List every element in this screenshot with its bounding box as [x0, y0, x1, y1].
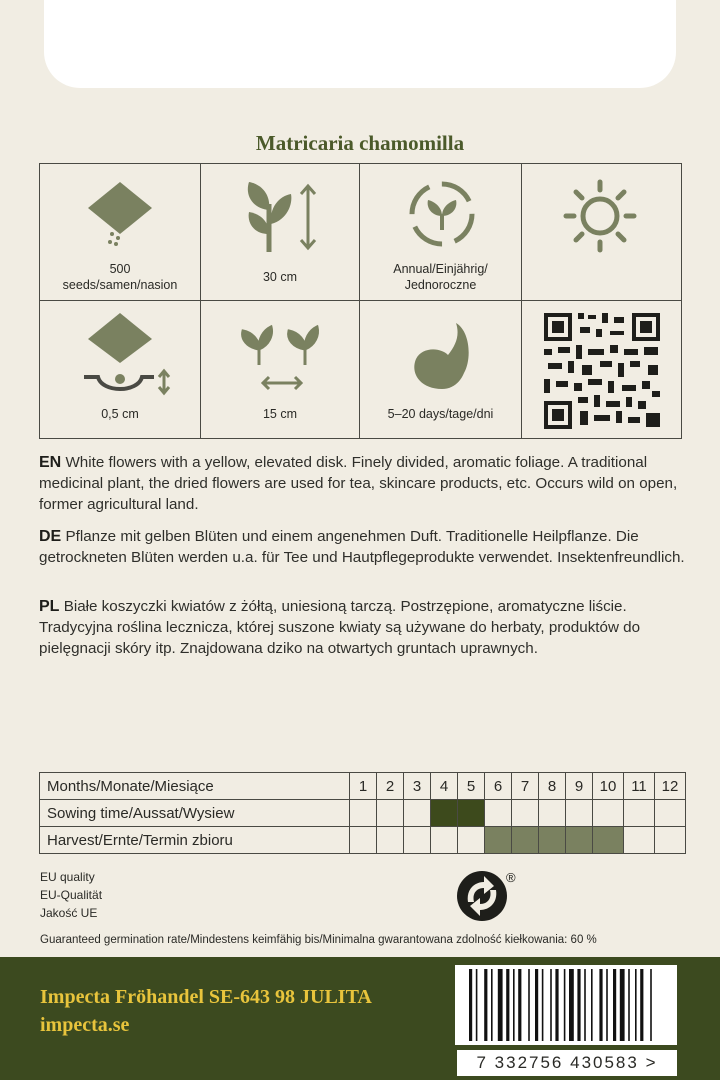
eu-quality-pl: Jakość UE [40, 906, 98, 920]
sowing-cell [539, 800, 566, 827]
month-2: 2 [377, 773, 404, 800]
month-7: 7 [512, 773, 539, 800]
sowing-cell [431, 800, 458, 827]
sowing-label: Sowing time/Aussat/Wysiew [40, 800, 350, 827]
harvest-cell [485, 827, 512, 854]
depth-cell [40, 301, 201, 439]
sun-cell [522, 164, 682, 301]
eu-quality-de: EU-Qualität [40, 888, 103, 902]
harvest-cell [458, 827, 485, 854]
seeds-cell [40, 164, 201, 301]
registered-mark: ® [506, 870, 516, 885]
sowing-cell [655, 800, 686, 827]
company-website[interactable]: impecta.se [40, 1014, 130, 1036]
spacing-label: 15 cm [262, 407, 298, 421]
description-en [39, 452, 689, 515]
month-12: 12 [655, 773, 686, 800]
sowing-cell [566, 800, 593, 827]
barcode-bar [613, 969, 616, 1041]
sowing-calendar [39, 772, 686, 854]
sowing-cell [512, 800, 539, 827]
icon-grid [39, 163, 682, 439]
barcode-bar [518, 969, 521, 1041]
barcode-bar [498, 969, 503, 1041]
lang-code-de: DE [39, 528, 62, 545]
month-10: 10 [593, 773, 624, 800]
calendar-months-row [40, 773, 686, 800]
barcode-bar [513, 969, 515, 1041]
lang-code-en: EN [39, 454, 62, 471]
barcode-bar [491, 969, 493, 1041]
barcode-bar [569, 969, 574, 1041]
calendar-sowing-row [40, 800, 686, 827]
barcode-bar [476, 969, 478, 1041]
barcode-bar [577, 969, 580, 1041]
description-pl-text: Białe koszyczki kwiatów z żółtą, uniesioną tarczą. Postrzępione, aromatyczne liście. Tradycyjna roślina lecznicza, której suszone kwiaty są używane do herbaty, produktów do pielęgnacji skóry itp. Znajdowana dziko na otwartych gruntach uprawnych. [39, 598, 641, 657]
barcode-bar [542, 969, 544, 1041]
harvest-cell [404, 827, 431, 854]
harvest-cell [512, 827, 539, 854]
sowing-cell [593, 800, 624, 827]
full-sun-icon [522, 164, 682, 301]
month-5: 5 [458, 773, 485, 800]
depth-label: 0,5 cm [101, 407, 139, 421]
month-4: 4 [431, 773, 458, 800]
cycle-cell [360, 164, 522, 301]
month-1: 1 [350, 773, 377, 800]
description-de [39, 526, 689, 568]
month-9: 9 [566, 773, 593, 800]
harvest-cell [566, 827, 593, 854]
barcode-bar [606, 969, 608, 1041]
sowing-cell [377, 800, 404, 827]
eu-quality [40, 868, 102, 922]
cycle-label: Annual/Einjährig/ Jednoroczne [393, 262, 488, 292]
sowing-cell [458, 800, 485, 827]
description-pl [39, 596, 689, 659]
months-header: Months/Monate/Miesiące [40, 773, 350, 800]
top-tab [44, 0, 676, 88]
germination-rate-note: Guaranteed germination rate/Mindestens keimfähig bis/Minimalna gwarantowana zdolność kiełkowania: 60 % [40, 934, 597, 946]
spacing-cell [201, 301, 360, 439]
qr-code-icon[interactable] [522, 301, 682, 439]
barcode-bar [484, 969, 487, 1041]
sowing-cell [624, 800, 655, 827]
barcode-bar [555, 969, 558, 1041]
barcode-bar [640, 969, 643, 1041]
description-en-text: White flowers with a yellow, elevated disk. Finely divided, aromatic foliage. A traditional medicinal plant, the dried flowers are used for tea, skincare products, etc. Occurs wild on open, former agricultural land. [39, 454, 678, 513]
barcode-bar [584, 969, 586, 1041]
harvest-cell [431, 827, 458, 854]
harvest-cell [655, 827, 686, 854]
barcode-bar [599, 969, 602, 1041]
barcode-bar [535, 969, 538, 1041]
month-8: 8 [539, 773, 566, 800]
barcode-bar [506, 969, 509, 1041]
month-3: 3 [404, 773, 431, 800]
barcode-bar [591, 969, 593, 1041]
description-de-text: Pflanze mit gelben Blüten und einem angenehmen Duft. Traditionelle Heilpflanze. Die getrockneten Blüten werden u.a. für Tee und Hautpflegeprodukte verwendet. Insektenfreundlich. [39, 528, 685, 566]
height-label: 30 cm [262, 270, 298, 284]
sowing-cell [350, 800, 377, 827]
harvest-label: Harvest/Ernte/Termin zbioru [40, 827, 350, 854]
germination-cell [360, 301, 522, 439]
sowing-cell [404, 800, 431, 827]
harvest-cell [350, 827, 377, 854]
height-cell [201, 164, 360, 301]
harvest-cell [377, 827, 404, 854]
qr-cell [522, 301, 682, 439]
barcode-bar [564, 969, 566, 1041]
company-address: Impecta Fröhandel SE-643 98 JULITA [40, 986, 372, 1008]
species-title: Matricaria chamomilla [255, 131, 465, 155]
barcode-number: 7 332756 430583 > [457, 1050, 677, 1076]
eu-quality-en: EU quality [40, 870, 95, 884]
barcode-bar [469, 969, 472, 1041]
barcode-bar [635, 969, 637, 1041]
barcode-bar [650, 969, 652, 1041]
barcode [455, 965, 677, 1045]
month-6: 6 [485, 773, 512, 800]
barcode-bar [528, 969, 530, 1041]
harvest-cell [624, 827, 655, 854]
barcode-bar [620, 969, 625, 1041]
lang-code-pl: PL [39, 598, 60, 615]
harvest-cell [539, 827, 566, 854]
barcode-bar [628, 969, 630, 1041]
sowing-cell [485, 800, 512, 827]
green-dot-recycle-icon [456, 868, 526, 924]
month-11: 11 [624, 773, 655, 800]
barcode-bar [550, 969, 552, 1041]
harvest-cell [593, 827, 624, 854]
calendar-harvest-row [40, 827, 686, 854]
germination-label: 5–20 days/tage/dni [387, 407, 494, 421]
seeds-label: 500 seeds/samen/nasion [62, 262, 178, 292]
